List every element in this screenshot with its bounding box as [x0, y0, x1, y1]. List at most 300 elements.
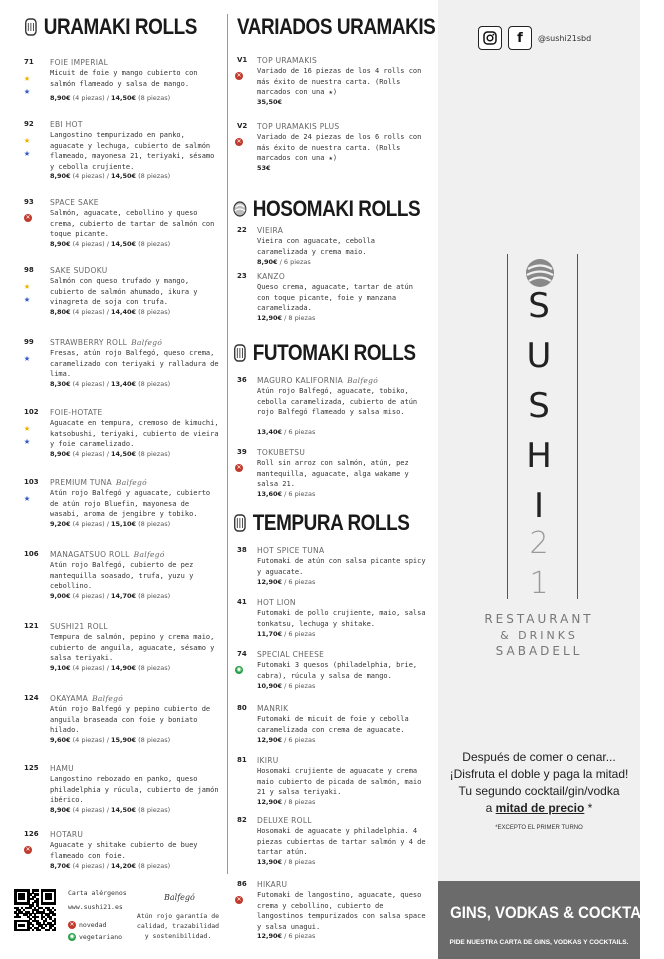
item-name — [257, 756, 279, 765]
item-description: Langostino rebozado en panko, queso philadelphia y rúcula, cubierto de jamón ibérico. — [50, 775, 219, 804]
item-name — [257, 816, 312, 825]
item-name — [257, 650, 324, 659]
price-8: 14,50€ — [110, 240, 137, 248]
column-divider — [227, 14, 228, 874]
item-description: Futomaki de langostino, aguacate, queso crema y cebollino, cubierto de langostinos tempurizados con salsa space y salsa unagui. — [257, 891, 426, 931]
item-name — [50, 120, 83, 129]
star-gold-icon: ★ — [24, 423, 31, 434]
item-badges — [235, 462, 247, 475]
item-price — [257, 258, 311, 266]
star-blue-icon: ★ — [24, 86, 31, 97]
brand-letter: S — [528, 386, 550, 426]
item-description: Atún rojo Balfegó y aguacate, cubierto de atún rojo Bluefin, mayonesa de wasabi, aroma de jengibre y tobiko. — [50, 489, 211, 518]
item-name — [50, 338, 162, 347]
novedad-legend — [68, 921, 106, 929]
pieces-4: (4 piezas) — [72, 520, 105, 528]
item-price — [257, 428, 315, 436]
item-name-text: TOKUBETSU — [257, 448, 306, 457]
item-name-text: PREMIUM TUNA — [50, 478, 112, 487]
item-name-text: MAGURO KALIFORNIA — [257, 376, 344, 385]
section-title: FUTOMAKI ROLLS — [252, 340, 416, 365]
item-name — [50, 58, 108, 67]
novedad-text: novedad — [79, 921, 107, 929]
item-badges — [24, 422, 36, 448]
pieces: / 8 piezas — [282, 314, 316, 322]
item-number: 124 — [24, 694, 39, 702]
item-price — [50, 520, 170, 528]
item-price — [257, 682, 315, 690]
star-gold-icon: ★ — [24, 73, 31, 84]
item-description: Salmón con queso trufado y mango, cubierto de salmón ahumado, ikura y vinagreta de soja con trufa. — [50, 277, 198, 306]
pieces-4: (4 piezas) — [72, 240, 105, 248]
price-8: 15,90€ — [110, 736, 137, 744]
item-name-text: TOP URAMAKIS PLUS — [257, 122, 340, 131]
price-sep: / — [104, 520, 111, 528]
item-badges — [24, 280, 36, 306]
pieces: / 6 piezas — [282, 682, 316, 690]
item-description: Fresas, atún rojo Balfegó, queso crema, caramelizado con teriyaki y ralladura de lima. — [50, 349, 219, 378]
item-name — [50, 550, 165, 559]
item-name-text: KANZO — [257, 272, 286, 281]
item-badges — [235, 136, 247, 149]
balfego-mark: Balfegó — [347, 376, 379, 385]
price-4: 8,30€ — [50, 380, 71, 388]
item-name-text: SUSHI21 ROLL — [50, 622, 108, 631]
price-8: 15,10€ — [110, 520, 137, 528]
brand-number: 1 — [529, 566, 549, 601]
price-4: 8,90€ — [50, 450, 71, 458]
price-value: 11,70€ — [257, 630, 283, 638]
star-blue-icon: ★ — [24, 353, 31, 364]
price-8: 14,70€ — [110, 592, 137, 600]
item-name — [50, 408, 103, 417]
price-4: 8,90€ — [50, 172, 71, 180]
item-description: Aguacate en tempura, cremoso de kimuchi, katsobushi, teriyaki, cubierto de vieira y foie caramelizado. — [50, 419, 219, 448]
promo-line-4 — [438, 801, 640, 815]
item-name — [257, 880, 287, 889]
item-price — [257, 736, 315, 744]
item-price — [257, 578, 315, 586]
item-price — [257, 858, 315, 866]
price-sep: / — [104, 94, 111, 102]
item-number: 81 — [237, 756, 247, 764]
price-value: 13,90€ — [257, 858, 283, 866]
sushi-roll-icon — [24, 18, 38, 36]
gins-subtitle: PIDE NUESTRA CARTA DE GINS, VODKAS Y COCKTAILS. — [449, 939, 629, 946]
pieces-4: (4 piezas) — [72, 664, 105, 672]
item-description: Hosomaki crujiente de aguacate y crema maio cubierto de picada de salmón, maio 21 y salsa teriyaki. — [257, 767, 422, 796]
novedad-icon: ✕ — [236, 72, 242, 79]
instagram-icon[interactable] — [478, 26, 502, 50]
item-name — [257, 448, 305, 457]
item-price — [257, 932, 315, 940]
item-badges — [24, 352, 36, 365]
item-description: Futomaki de atún con salsa picante spicy y aguacate. — [257, 557, 426, 576]
item-name-text: SAKE SUDOKU — [50, 266, 108, 275]
item-number: 38 — [237, 546, 247, 554]
promo-line-2: ¡Disfruta el doble y paga la mitad! — [449, 767, 629, 781]
price-sep: / — [104, 240, 111, 248]
social-handle[interactable]: @sushi21sbd — [538, 33, 592, 43]
novedad-icon: ✕ — [236, 138, 242, 145]
pieces-4: (4 piezas) — [72, 172, 105, 180]
item-description: Atún rojo Balfegó, aguacate, tobiko, cebolla caramelizada, cubierto de atún rojo Balfegó flameado y salsa miso. — [257, 387, 418, 416]
price-4: 8,90€ — [50, 240, 71, 248]
item-description: Vieira con aguacate, cebolla caramelizada y crema maio. — [257, 237, 376, 256]
item-price — [50, 664, 170, 672]
star-blue-icon: ★ — [24, 148, 31, 159]
novedad-icon: ✕ — [25, 846, 31, 853]
pieces-8: (8 piezas) — [138, 380, 171, 388]
price-8: 14,50€ — [110, 806, 137, 814]
price-4: 8,90€ — [50, 806, 71, 814]
balfego-logo: Balfegó — [164, 893, 195, 902]
item-name-text: STRAWBERRY ROLL — [50, 338, 128, 347]
tempura-icon — [233, 514, 247, 532]
price-sep: / — [104, 592, 111, 600]
item-description: Futomaki de micuit de foie y cebolla caramelizada con crema de aguacate. — [257, 715, 409, 734]
price-sep: / — [104, 664, 111, 672]
item-badges — [235, 664, 247, 677]
item-description: Hosomaki de aguacate y philadelphia. 4 piezas cubiertas de tartar salmón y 4 de tartar atún. — [257, 827, 426, 856]
pieces-8: (8 piezas) — [138, 450, 171, 458]
section-title: TEMPURA ROLLS — [252, 510, 410, 535]
item-price — [50, 862, 170, 870]
star-gold-icon: ★ — [24, 135, 31, 146]
novedad-icon: ✕ — [236, 896, 242, 903]
pieces: / 6 piezas — [282, 630, 316, 638]
pieces-4: (4 piezas) — [72, 592, 105, 600]
item-number: 41 — [237, 598, 247, 606]
item-number: 22 — [237, 226, 247, 234]
item-name — [257, 376, 378, 385]
item-number: V1 — [237, 56, 248, 64]
item-name — [50, 478, 147, 487]
price-8: 14,50€ — [110, 450, 137, 458]
section-heading — [233, 340, 416, 366]
pieces-8: (8 piezas) — [138, 664, 171, 672]
tagline-restaurant: RESTAURANT — [484, 612, 594, 626]
item-badges — [24, 844, 36, 857]
hosomaki-icon — [233, 200, 247, 218]
uramaki-column — [14, 0, 219, 880]
section-heading — [237, 14, 435, 40]
price-value: 12,90€ — [257, 314, 283, 322]
item-number: 36 — [237, 376, 247, 384]
star-blue-icon: ★ — [24, 493, 31, 504]
item-description: Roll sin arroz con salmón, atún, pez mantequilla, aguacate, alga wakame y salsa 21. — [257, 459, 409, 488]
novedad-icon: ✕ — [25, 214, 31, 221]
item-name — [257, 598, 296, 607]
price-value: 12,90€ — [257, 798, 283, 806]
item-number: 80 — [237, 704, 247, 712]
brand-letter: I — [533, 486, 545, 526]
pieces: / 6 piezas — [282, 932, 316, 940]
website-link[interactable]: www.sushi21.es — [68, 903, 123, 911]
item-description: Atún rojo Balfegó, cubierto de pez mantequilla soasado, trufa, yuzu y cebollino. — [50, 561, 194, 590]
section-title: HOSOMAKI ROLLS — [252, 196, 421, 221]
price-4: 8,90€ — [50, 94, 71, 102]
item-name — [50, 622, 108, 631]
price-value: 10,90€ — [257, 682, 283, 690]
promo-half-price: mitad de precio — [495, 801, 585, 815]
pieces-8: (8 piezas) — [138, 736, 171, 744]
item-price — [50, 806, 170, 814]
item-price — [50, 450, 170, 458]
price-sep: / — [104, 380, 111, 388]
item-name-text: IKIRU — [257, 756, 279, 765]
item-name-text: HOT SPICE TUNA — [257, 546, 325, 555]
sushi-logo-icon — [525, 258, 555, 288]
item-number: 23 — [237, 272, 247, 280]
section-title: VARIADOS URAMAKIS — [237, 14, 436, 39]
price-value: 12,90€ — [257, 736, 283, 744]
price-8: 14,50€ — [110, 172, 137, 180]
balfego-mark: Balfegó — [131, 338, 163, 347]
item-price — [50, 172, 170, 180]
item-price — [50, 94, 170, 102]
uramaki-title: URAMAKI ROLLS — [43, 14, 197, 39]
item-badges — [235, 70, 247, 83]
item-name — [257, 122, 339, 131]
item-description: Variado de 24 piezas de los 6 rolls con más éxito de nuestra carta. (Rolls marcados con una ★) — [257, 133, 422, 162]
pieces: / 6 piezas — [282, 428, 316, 436]
item-number: 121 — [24, 622, 39, 630]
footer-info — [14, 885, 219, 955]
item-number: 106 — [24, 550, 39, 558]
item-name-text: MANRIK — [257, 704, 289, 713]
allergens-label: Carta alérgenos — [68, 889, 127, 897]
item-description: Micuit de foie y mango cubierto con salmón flameado y salsa de mango. — [50, 69, 198, 88]
pieces-8: (8 piezas) — [138, 94, 171, 102]
item-number: 103 — [24, 478, 39, 486]
item-number: 92 — [24, 120, 34, 128]
price-4: 9,00€ — [50, 592, 71, 600]
brand-letter: S — [528, 286, 550, 326]
item-description: Futomaki de pollo crujiente, maio, salsa tonkatsu, lechuga y shitake. — [257, 609, 426, 628]
vegetariano-icon: ◉ — [236, 666, 242, 673]
pieces-8: (8 piezas) — [138, 520, 171, 528]
price-4: 8,70€ — [50, 862, 71, 870]
pieces-4: (4 piezas) — [72, 380, 105, 388]
item-number: 93 — [24, 198, 34, 206]
vegetariano-legend — [68, 933, 122, 941]
item-name — [257, 272, 285, 281]
section-heading — [233, 196, 420, 222]
middle-column — [233, 0, 436, 959]
item-name — [257, 546, 324, 555]
item-name-text: HOT LION — [257, 598, 296, 607]
item-description: Atún rojo Balfegó y pepino cubierto de anguila braseada con foie y boniato hilado. — [50, 705, 211, 734]
pieces-8: (8 piezas) — [138, 592, 171, 600]
pieces-8: (8 piezas) — [138, 862, 171, 870]
item-price — [257, 798, 315, 806]
balfego-text: Atún rojo garantía de calidad, trazabilidad y sostenibilidad. — [136, 912, 220, 940]
item-name — [50, 198, 99, 207]
price-value: 13,40€ — [257, 428, 283, 436]
item-description: Langostino tempurizado en panko, aguacate y lechuga, cubierto de salmón flameado, mayonesa 21, teriyaki, sésamo y cebolla crujiente. — [50, 131, 215, 171]
price-8: 14,40€ — [110, 308, 137, 316]
gins-banner[interactable] — [438, 881, 664, 959]
item-number: 71 — [24, 58, 34, 66]
vegetariano-text: vegetariano — [79, 933, 123, 941]
promo-line-1: Después de comer o cenar... — [462, 750, 616, 764]
item-name-text: EBI HOT — [50, 120, 83, 129]
price-sep: / — [104, 172, 111, 180]
pieces-4: (4 piezas) — [72, 94, 105, 102]
item-name-text: FOIE IMPERIAL — [50, 58, 109, 67]
item-name-text: SPECIAL CHEESE — [257, 650, 325, 659]
item-description: Salmón, aguacate, cebollino y queso crema, cubierto de tartar de salmón con toque picante. — [50, 209, 215, 238]
balfego-mark: Balfegó — [115, 478, 147, 487]
item-badges — [235, 894, 247, 907]
item-badges — [24, 72, 36, 98]
gins-title: GINS, VODKAS & COCKTAILS — [450, 903, 664, 922]
item-number: 86 — [237, 880, 247, 888]
item-description: Tempura de salmón, pepino y crema maio, cubierto de anguila, aguacate, sésamo y salsa teriyaki. — [50, 633, 215, 662]
price-8: 14,90€ — [110, 664, 137, 672]
uramaki-heading — [24, 14, 197, 40]
item-number: 39 — [237, 448, 247, 456]
novedad-icon: ✕ — [69, 921, 75, 928]
item-name — [50, 830, 83, 839]
item-number: 102 — [24, 408, 39, 416]
item-number: 82 — [237, 816, 247, 824]
item-price — [257, 314, 315, 322]
item-badges — [24, 134, 36, 160]
price-4: 9,10€ — [50, 664, 71, 672]
price-8: 14,50€ — [110, 94, 137, 102]
pieces-4: (4 piezas) — [72, 862, 105, 870]
brand-letter: U — [526, 336, 552, 376]
item-name — [50, 694, 123, 703]
price-sep: / — [104, 806, 111, 814]
promo-asterisk: * — [584, 801, 593, 815]
item-name — [50, 764, 74, 773]
pieces: / 6 piezas — [282, 578, 316, 586]
promo-line-3: Tu segundo cocktail/gin/vodka — [458, 784, 620, 798]
item-price — [257, 164, 271, 172]
item-description: Variado de 16 piezas de los 4 rolls con más éxito de nuestra carta. (Rolls marcados con una ★) — [257, 67, 422, 96]
pieces: / 6 piezas — [277, 258, 311, 266]
pieces-4: (4 piezas) — [72, 450, 105, 458]
pieces: / 6 piezas — [282, 736, 316, 744]
item-name — [257, 226, 283, 235]
pieces: / 6 piezas — [282, 490, 316, 498]
novedad-icon: ✕ — [236, 464, 242, 471]
price-value: 12,90€ — [257, 932, 283, 940]
pieces: / 8 piezas — [282, 798, 316, 806]
vegetariano-icon: ◉ — [69, 933, 75, 940]
item-name-text: MANAGATSUO ROLL — [50, 550, 130, 559]
item-description: Futomaki 3 quesos (philadelphia, brie, cabra), rúcula y salsa de mango. — [257, 661, 418, 680]
price-4: 9,60€ — [50, 736, 71, 744]
pieces-4: (4 piezas) — [72, 806, 105, 814]
facebook-icon[interactable]: f — [508, 26, 532, 50]
section-heading — [233, 510, 409, 536]
price-sep: / — [104, 450, 111, 458]
price-sep: / — [104, 736, 111, 744]
price-value: 13,60€ — [257, 490, 283, 498]
price-value: 8,90€ — [257, 258, 278, 266]
item-name-text: VIEIRA — [257, 226, 284, 235]
item-name-text: DELUXE ROLL — [257, 816, 312, 825]
item-number: 99 — [24, 338, 34, 346]
item-price — [50, 380, 170, 388]
item-description: Queso crema, aguacate, tartar de atún con toque picante, foie y manzana caramelizada. — [257, 283, 413, 312]
futomaki-icon — [233, 344, 247, 362]
item-name — [50, 266, 108, 275]
item-number: 98 — [24, 266, 34, 274]
item-name-text: OKAYAMA — [50, 694, 89, 703]
price-4: 8,80€ — [50, 308, 71, 316]
item-name-text: HOTARU — [50, 830, 84, 839]
item-price — [50, 592, 170, 600]
item-name-text: TOP URAMAKIS — [257, 56, 318, 65]
brand-letter: H — [526, 436, 552, 476]
price-sep: / — [104, 862, 111, 870]
promo-note: *EXCEPTO EL PRIMER TURNO — [495, 825, 583, 831]
social-links — [478, 26, 591, 50]
pieces-8: (8 piezas) — [138, 240, 171, 248]
item-price — [50, 736, 170, 744]
item-badges — [24, 212, 36, 225]
item-name — [257, 704, 288, 713]
item-price — [257, 98, 282, 106]
price-value: 12,90€ — [257, 578, 283, 586]
pieces-8: (8 piezas) — [138, 806, 171, 814]
pieces-4: (4 piezas) — [72, 736, 105, 744]
item-number: 126 — [24, 830, 39, 838]
tagline-drinks: & DRINKS — [500, 629, 578, 642]
promo-a: a — [485, 801, 493, 815]
price-sep: / — [104, 308, 111, 316]
item-number: 125 — [24, 764, 39, 772]
item-number: 74 — [237, 650, 247, 658]
item-price — [257, 490, 315, 498]
star-gold-icon: ★ — [24, 281, 31, 292]
pieces-8: (8 piezas) — [138, 308, 171, 316]
qr-code[interactable] — [14, 889, 56, 931]
item-price — [50, 308, 170, 316]
item-name-text: FOIE-HOTATE — [50, 408, 103, 417]
item-description: Aguacate y shitake cubierto de buey flameado con foie. — [50, 841, 198, 860]
instagram-glyph — [483, 31, 497, 45]
item-name-text: SPACE SAKE — [50, 198, 99, 207]
pieces-4: (4 piezas) — [72, 308, 105, 316]
star-blue-icon: ★ — [24, 294, 31, 305]
item-price — [257, 630, 315, 638]
star-blue-icon: ★ — [24, 436, 31, 447]
price-value: 53€ — [257, 164, 271, 172]
price-value: 35,50€ — [257, 98, 283, 106]
item-name-text: HAMU — [50, 764, 74, 773]
item-name-text: HIKARU — [257, 880, 288, 889]
pieces-8: (8 piezas) — [138, 172, 171, 180]
price-8: 13,40€ — [110, 380, 137, 388]
brand-panel — [438, 0, 664, 959]
balfego-mark: Balfegó — [92, 694, 124, 703]
price-4: 9,20€ — [50, 520, 71, 528]
item-name — [257, 56, 317, 65]
balfego-mark: Balfegó — [133, 550, 165, 559]
tagline-city: SABADELL — [495, 644, 583, 658]
item-badges — [24, 492, 36, 505]
item-price — [50, 240, 170, 248]
brand-number: 2 — [529, 526, 549, 561]
item-number: V2 — [237, 122, 248, 130]
pieces: / 8 piezas — [282, 858, 316, 866]
